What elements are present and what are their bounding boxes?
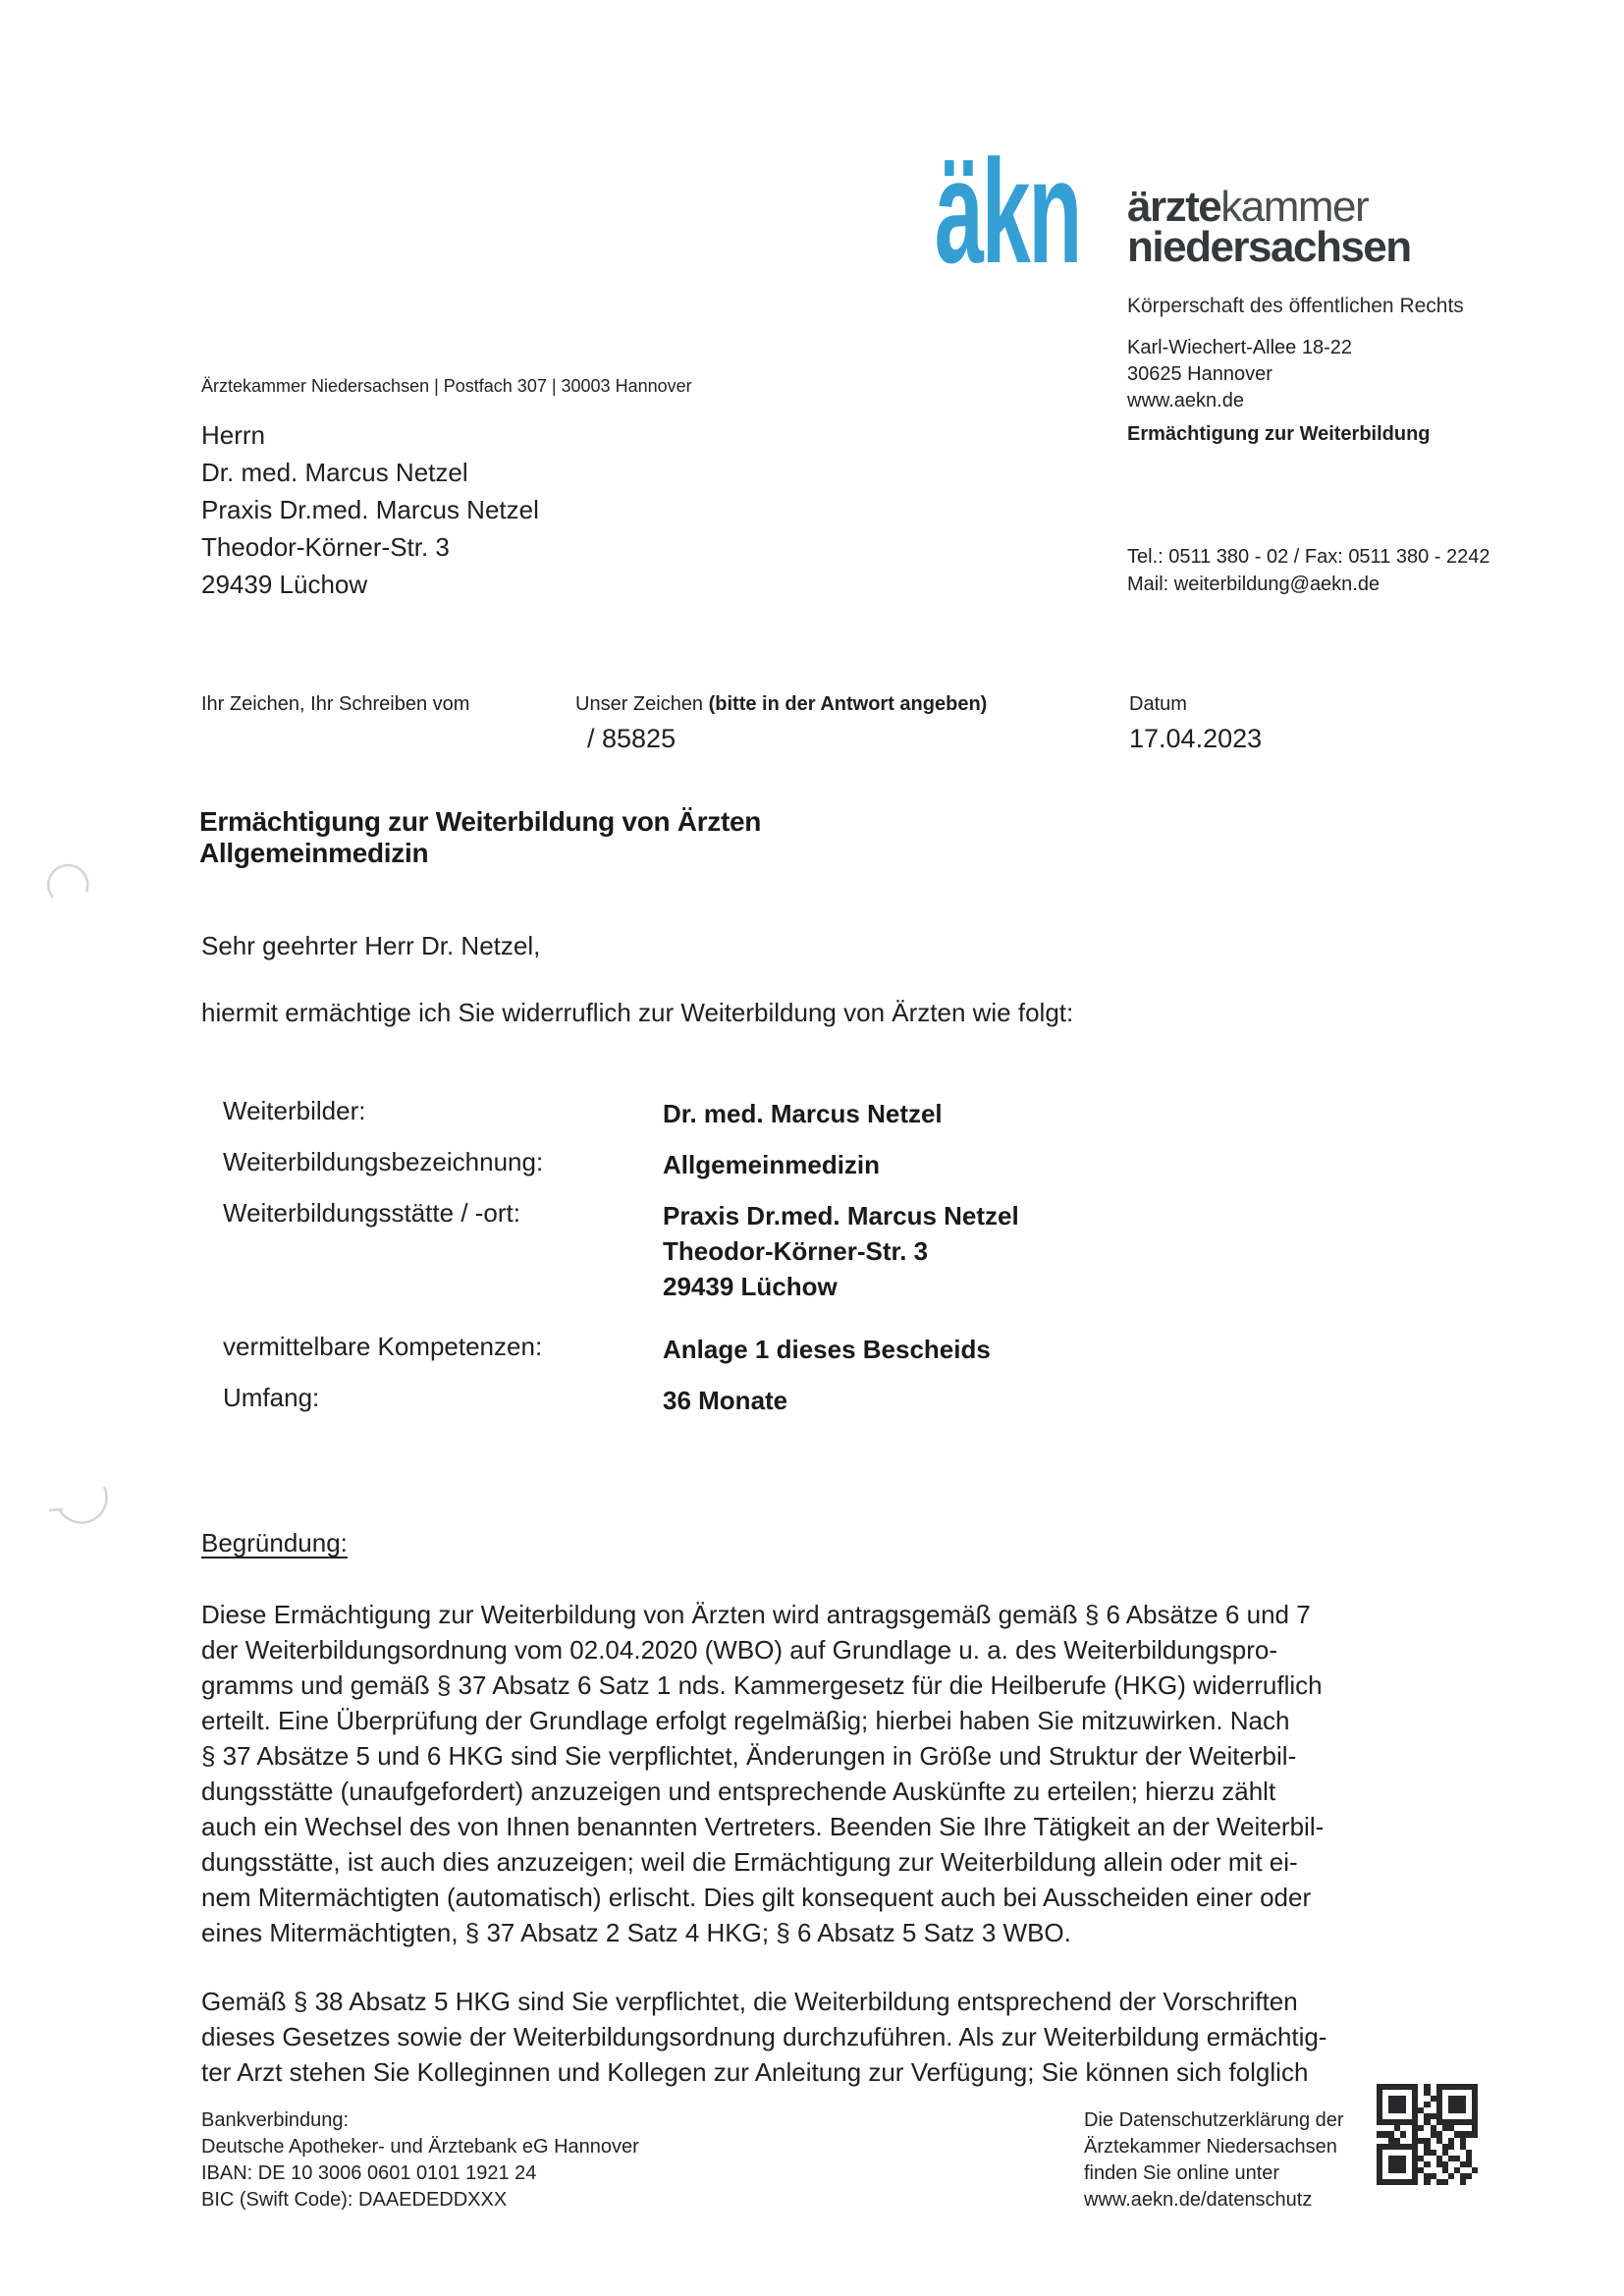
our-reference-label-bold: (bitte in der Antwort angeben) <box>708 693 988 715</box>
logo-word-niedersachsen: niedersachsen <box>1127 223 1411 271</box>
auth-value-staette-line: 29439 Lüchow <box>663 1272 838 1301</box>
paragraph-line: erteilt. Eine Überprüfung der Grundlage erfolgt regelmäßig; hierbei haben Sie mitzuwirken. Nach <box>201 1706 1290 1735</box>
subject-line1: Ermächtigung zur Weiterbildung von Ärzten <box>199 806 762 837</box>
recipient-line: Praxis Dr.med. Marcus Netzel <box>201 495 539 524</box>
logo-word-aerzte: ärzte <box>1127 183 1221 231</box>
recipient-line: Dr. med. Marcus Netzel <box>201 458 468 487</box>
auth-value-staette-line: Praxis Dr.med. Marcus Netzel <box>663 1201 1019 1230</box>
paragraph-line: ter Arzt stehen Sie Kolleginnen und Kollegen zur Anleitung zur Verfügung; Sie können sich folglich <box>201 2057 1309 2087</box>
paragraph-line: dieses Gesetzes sowie der Weiterbildungsordnung durchzuführen. Als zur Weiterbildung ermächtig- <box>201 2022 1327 2051</box>
paragraph-line: dungsstätte (unaufgefordert) anzuzeigen und entsprechende Auskünfte zu erteilen; hierzu zählt <box>201 1777 1276 1806</box>
subject-line2: Allgemeinmedizin <box>199 838 429 868</box>
paragraph-line: der Weiterbildungsordnung vom 02.04.2020 (WBO) auf Grundlage u. a. des Weiterbildungspro- <box>201 1635 1277 1665</box>
bank-iban: IBAN: DE 10 3006 0601 0101 1921 24 <box>201 2162 537 2184</box>
our-reference-value: / 85825 <box>587 724 677 753</box>
auth-label-bezeichnung: Weiterbildungsbezeichnung: <box>223 1147 544 1176</box>
auth-value-kompetenzen: Anlage 1 dieses Bescheids <box>663 1335 991 1364</box>
auth-value-staette-line: Theodor-Körner-Str. 3 <box>663 1236 929 1266</box>
auth-value-staette <box>663 1198 1019 1304</box>
salutation: Sehr geehrter Herr Dr. Netzel, <box>201 931 541 960</box>
privacy-line: Ärztekammer Niedersachsen <box>1084 2136 1337 2158</box>
office-website: www.aekn.de <box>1127 390 1244 411</box>
bank-line: Bankverbindung: <box>201 2109 350 2131</box>
paragraph-line: § 37 Absätze 5 und 6 HKG sind Sie verpflichtet, Änderungen in Größe und Struktur der Weiterbil- <box>201 1741 1297 1771</box>
recipient-line: 29439 Lüchow <box>201 570 368 599</box>
office-address <box>1127 335 1352 414</box>
privacy-url: www.aekn.de/datenschutz <box>1084 2189 1313 2211</box>
reason-paragraph-2 <box>201 1984 1327 2090</box>
scan-artifact-top <box>35 852 104 911</box>
auth-label-staette: Weiterbildungsstätte / -ort: <box>223 1198 520 1228</box>
auth-value-umfang: 36 Monate <box>663 1386 788 1415</box>
paragraph-line: nem Mitermächtigten (automatisch) erlischt. Dies gilt konsequent auch bei Ausscheiden einer oder <box>201 1883 1312 1912</box>
auth-label-umfang: Umfang: <box>223 1383 320 1412</box>
privacy-line: finden Sie online unter <box>1084 2162 1280 2184</box>
auth-value-bezeichnung: Allgemeinmedizin <box>663 1150 881 1179</box>
paragraph-line: dungsstätte, ist auch dies anzuzeigen; weil die Ermächtigung zur Weiterbildung allein oder mit ei- <box>201 1847 1298 1877</box>
scan-artifact-bottom <box>43 1479 118 1542</box>
your-reference-label: Ihr Zeichen, Ihr Schreiben vom <box>201 693 470 715</box>
reason-heading: Begründung: <box>201 1528 348 1558</box>
our-reference-label-text: Unser Zeichen <box>575 693 709 715</box>
bank-details <box>201 2107 639 2214</box>
date-value: 17.04.2023 <box>1129 724 1263 753</box>
reason-paragraph-1 <box>201 1597 1324 1950</box>
auth-label-weiterbilder: Weiterbilder: <box>223 1096 366 1125</box>
paragraph-line: auch ein Wechsel des von Ihnen benannten Vertreters. Beenden Sie Ihre Tätigkeit an der Weiterbil- <box>201 1812 1325 1841</box>
intro-sentence: hiermit ermächtige ich Sie widerruflich zur Weiterbildung von Ärzten wie folgt: <box>201 998 1074 1027</box>
contact-phone-block <box>1127 543 1490 598</box>
privacy-note <box>1084 2107 1344 2214</box>
paragraph-line: gramms und gemäß § 37 Absatz 6 Satz 1 nds. Kammergesetz für die Heilberufe (HKG) widerruflich <box>201 1670 1323 1700</box>
recipient-address <box>201 416 539 603</box>
mail-line: Mail: weiterbildung@aekn.de <box>1127 574 1380 595</box>
sender-return-line: Ärztekammer Niedersachsen | Postfach 307 | 30003 Hannover <box>201 376 692 396</box>
department-title: Ermächtigung zur Weiterbildung <box>1127 423 1431 445</box>
office-address-line: Karl-Wiechert-Allee 18-22 <box>1127 337 1352 358</box>
paragraph-line: eines Mitermächtigten, § 37 Absatz 2 Satz 4 HKG; § 6 Absatz 5 Satz 3 WBO. <box>201 1918 1071 1947</box>
auth-label-kompetenzen: vermittelbare Kompetenzen: <box>223 1332 543 1361</box>
logo-word-kammer: kammer <box>1220 183 1369 231</box>
auth-value-weiterbilder: Dr. med. Marcus Netzel <box>663 1099 943 1128</box>
our-reference-label <box>575 693 987 716</box>
logo-subtitle: Körperschaft des öffentlichen Rechts <box>1127 295 1464 317</box>
bank-line: Deutsche Apotheker- und Ärztebank eG Hannover <box>201 2136 639 2158</box>
recipient-line: Theodor-Körner-Str. 3 <box>201 532 450 562</box>
logo-wordmark <box>1127 183 1411 271</box>
logo-wordmark-line1 <box>1127 183 1411 231</box>
office-address-line: 30625 Hannover <box>1127 363 1272 385</box>
qr-code <box>1377 2084 1478 2185</box>
phone-fax-line: Tel.: 0511 380 - 02 / Fax: 0511 380 - 2242 <box>1127 546 1490 568</box>
paragraph-line: Diese Ermächtigung zur Weiterbildung von Ärzten wird antragsgemäß gemäß § 6 Absätze 6 und 7 <box>201 1600 1311 1629</box>
privacy-line: Die Datenschutzerklärung der <box>1084 2109 1344 2131</box>
recipient-line: Herrn <box>201 420 266 450</box>
bank-bic: BIC (Swift Code): DAAEDEDDXXX <box>201 2189 508 2211</box>
akn-logo-mark: äkn <box>935 129 1080 294</box>
subject-block <box>199 806 761 869</box>
paragraph-line: Gemäß § 38 Absatz 5 HKG sind Sie verpflichtet, die Weiterbildung entsprechend der Vorschriften <box>201 1987 1298 2016</box>
date-label: Datum <box>1129 693 1187 715</box>
